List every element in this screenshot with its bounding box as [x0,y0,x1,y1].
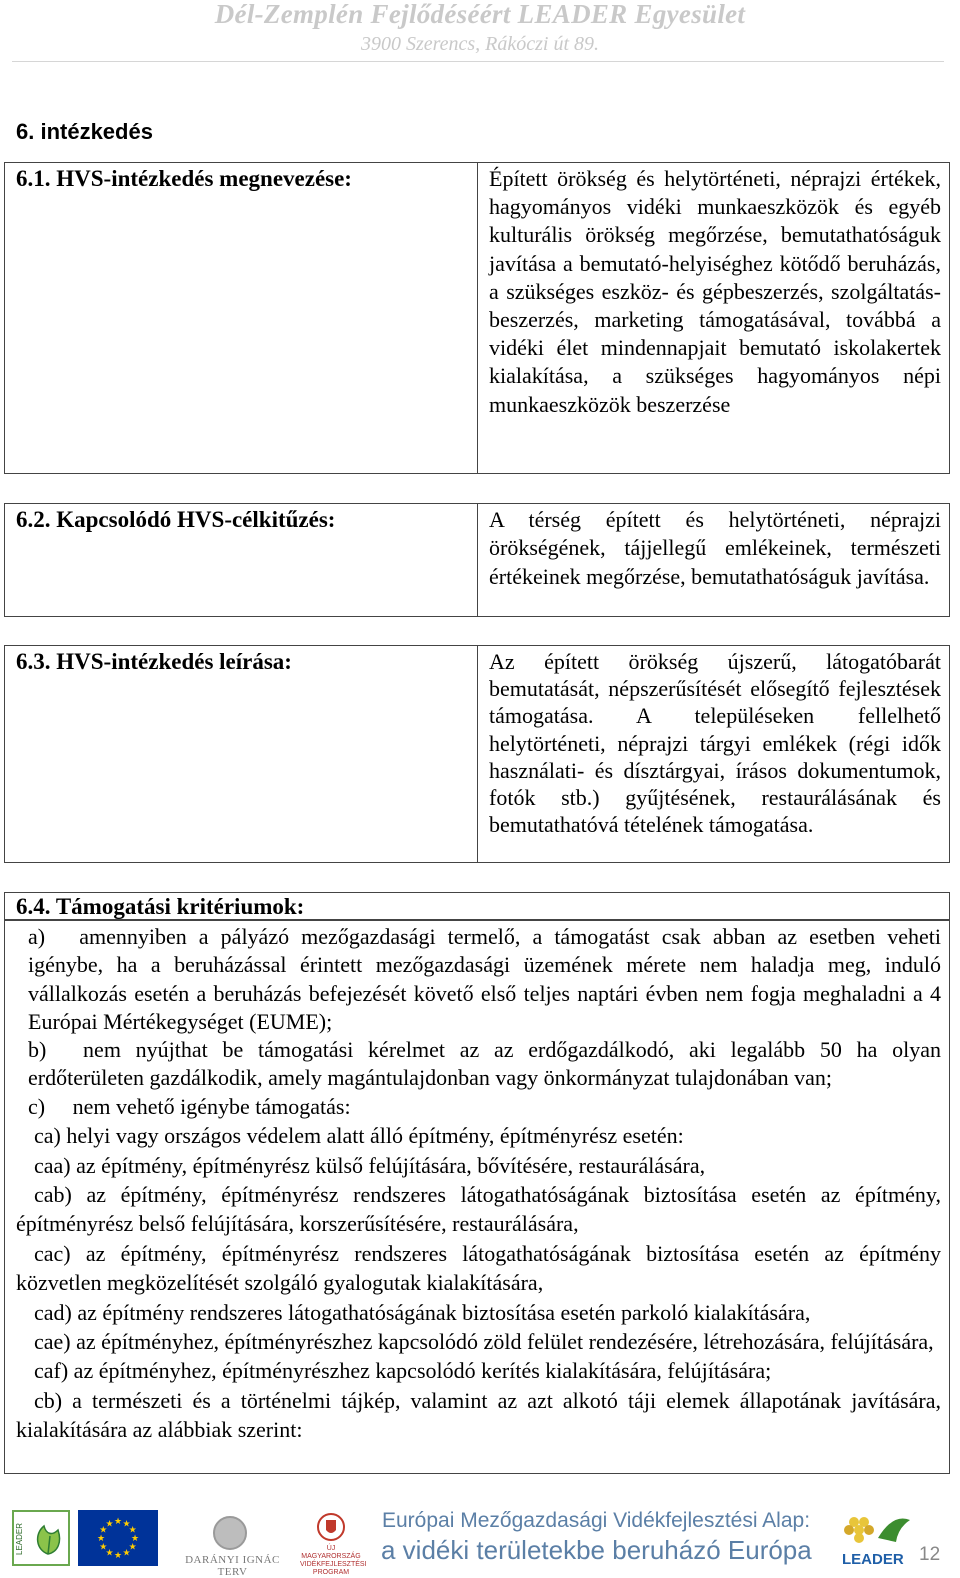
criteria-label: Támogatási kritériumok: [50,894,305,919]
criteria-item-cb: cb) a természeti és a történelmi tájkép, valamint az azt alkotó táji elemek állapotának javítására, kialakítására az alábbiak szerint: [16,1387,941,1443]
row-value-text: Épített örökség és helytörténeti, néprajzi értékek, hagyományos vidéki munkaeszközök és egyéb kulturális örökség megőrzése, bemutathatóságuk javítása a bemutató-helyiséghez kötődő beruházás, a szükséges eszköz- és gépbeszerzés, szolgáltatás-beszerzés, marketing támogatásával, továbbá a vidéki élet mindennapjait bemutató iskolakertek kialakítása, a szükséges hagyományos népi munkaeszközök beszerzése [489,166,941,417]
criteria-item-cab: cab) az építmény, építményrész rendszeres látogathatóságának biztosítása esetén az építmény, építményrész belső felújítására, korszerűsítésére, restaurálására, [16,1181,941,1237]
page-number: 12 [919,1544,941,1565]
row-value [489,506,941,591]
row-value-text: Az épített örökség újszerű, látogatóbarát bemutatását, népszerűsítését elősegítő fejlesztések támogatása. A településeken fellelhető helytörténeti, néprajzi tárgyi emlékek (régi idők használati- és dísztárgyai, írásos dokumentumok, fotók stb.) gyűjtésének, restaurálásának és bemutathatóvá tételének támogatása. [489,649,941,838]
dz-leader-text: LEADER [842,1551,904,1568]
uj-magyarorszag-logo [300,1512,367,1576]
criteria-body [16,923,941,1445]
eafrd-line-1: Európai Mezőgazdasági Vidékfejlesztési Alap: [382,1509,811,1532]
star-icon: ★ [113,1516,123,1526]
leaf-icon [32,1520,64,1558]
row-label: Kapcsolódó HVS-célkitűzés: [50,507,336,532]
criteria-item-cac: cac) az építmény, építményrész rendszeres látogathatóságának biztosítása esetén az építmény közvetlen megközelítését szolgáló gyalogutak kialakítására, [16,1240,941,1296]
footer [0,1500,960,1578]
star-icon: ★ [105,1547,114,1558]
measure-name-row [4,162,950,474]
portrait-seal-icon [213,1516,247,1550]
star-icon: ★ [122,1547,131,1558]
daranyi-ignac-terv-logo [175,1516,290,1578]
leader-logo [12,1510,70,1566]
row-label-cell [5,646,478,862]
row-label: HVS-intézkedés leírása: [50,649,292,674]
star-icon: ★ [99,1541,108,1552]
criteria-item-a: a) amennyiben a pályázó mezőgazdasági termelő, a támogatást csak abban az esetben veheti igénybe, ha a beruházással érintett mezőgazdasági üzemének mérete nem haladja meg, induló vállalkozás esetén a beruházás befejezését követő első teljes naptári évben nem fogja meghaladni a 4 Európai Mértékegységet (EUME); [28,924,941,1034]
row-label-cell [5,504,478,616]
criteria-item-caa: caa) az építmény, építményrész külső felújítására, bővítésére, restaurálására, [34,1152,706,1178]
star-icon: ★ [96,1533,106,1543]
row-value [489,648,941,838]
star-icon: ★ [128,1524,137,1535]
star-icon: ★ [105,1518,114,1529]
eafrd-line-2: a vidéki területekbe beruházó Európa [381,1535,812,1565]
header-divider [12,61,944,62]
row-number: 6.2. [16,507,51,532]
support-criteria-block [4,892,950,1474]
star-icon: ★ [130,1533,140,1543]
leaf-icon [878,1518,910,1542]
row-number: 6.3. [16,649,51,674]
star-icon: ★ [128,1541,137,1552]
daranyi-text: DARÁNYI IGNÁC TERV [185,1554,280,1578]
criteria-item-ca: ca) helyi vagy országos védelem alatt álló építmény, építményrész esetén: [34,1123,684,1149]
row-label-cell [5,163,478,473]
eu-stars-icon [78,1510,158,1566]
org-name: Dél-Zemplén Fejlődéséért LEADER Egyesület [214,0,746,29]
row-value [489,165,941,419]
crest-icon [316,1512,346,1542]
del-zemplen-leader-logo [838,1508,914,1570]
measure-description-row [4,645,950,863]
criteria-item-caf: caf) az építményhez, építményrészhez kapcsolódó kerítés kialakítására, felújítására; [34,1358,772,1384]
eu-flag-icon [78,1510,158,1566]
row-label: HVS-intézkedés megnevezése: [50,166,352,191]
section-title: 6. intézkedés [16,119,153,144]
related-objective-row [4,503,950,617]
leader-logo-text: LEADER [15,1523,24,1556]
grape-icon [844,1517,874,1543]
criteria-item-c: c) nem vehető igénybe támogatás: [28,1093,351,1119]
row-number: 6.1. [16,166,51,191]
star-icon: ★ [113,1550,123,1560]
criteria-item-cad: cad) az építmény rendszeres látogathatóságának biztosítása esetén parkoló kialakítására, [34,1299,811,1325]
criteria-divider [5,919,949,921]
org-address: 3900 Szerencs, Rákóczi út 89. [360,33,600,55]
criteria-heading [16,893,304,921]
criteria-item-cae: cae) az építményhez, építményrészhez kapcsolódó zöld felület rendezésére, létrehozására, felújítására, [34,1329,934,1355]
umvp-text: ÚJ MAGYARORSZÁG VIDÉKFEJLESZTÉSI PROGRAM [300,1545,367,1576]
criteria-number: 6.4. [16,894,51,919]
criteria-item-b: b) nem nyújthat be támogatási kérelmet az az erdőgazdálkodó, aki legalább 50 ha olyan erdőterületen gazdálkodik, amely magántulajdonban vagy önkormányzat tulajdonában van; [28,1037,941,1091]
star-icon: ★ [122,1518,131,1529]
star-icon: ★ [99,1524,108,1535]
row-value-text: A térség épített és helytörténeti, néprajzi örökségének, tájjellegű emlékeinek, természeti értékeinek megőrzése, bemutathatóságuk javítása. [489,507,941,589]
